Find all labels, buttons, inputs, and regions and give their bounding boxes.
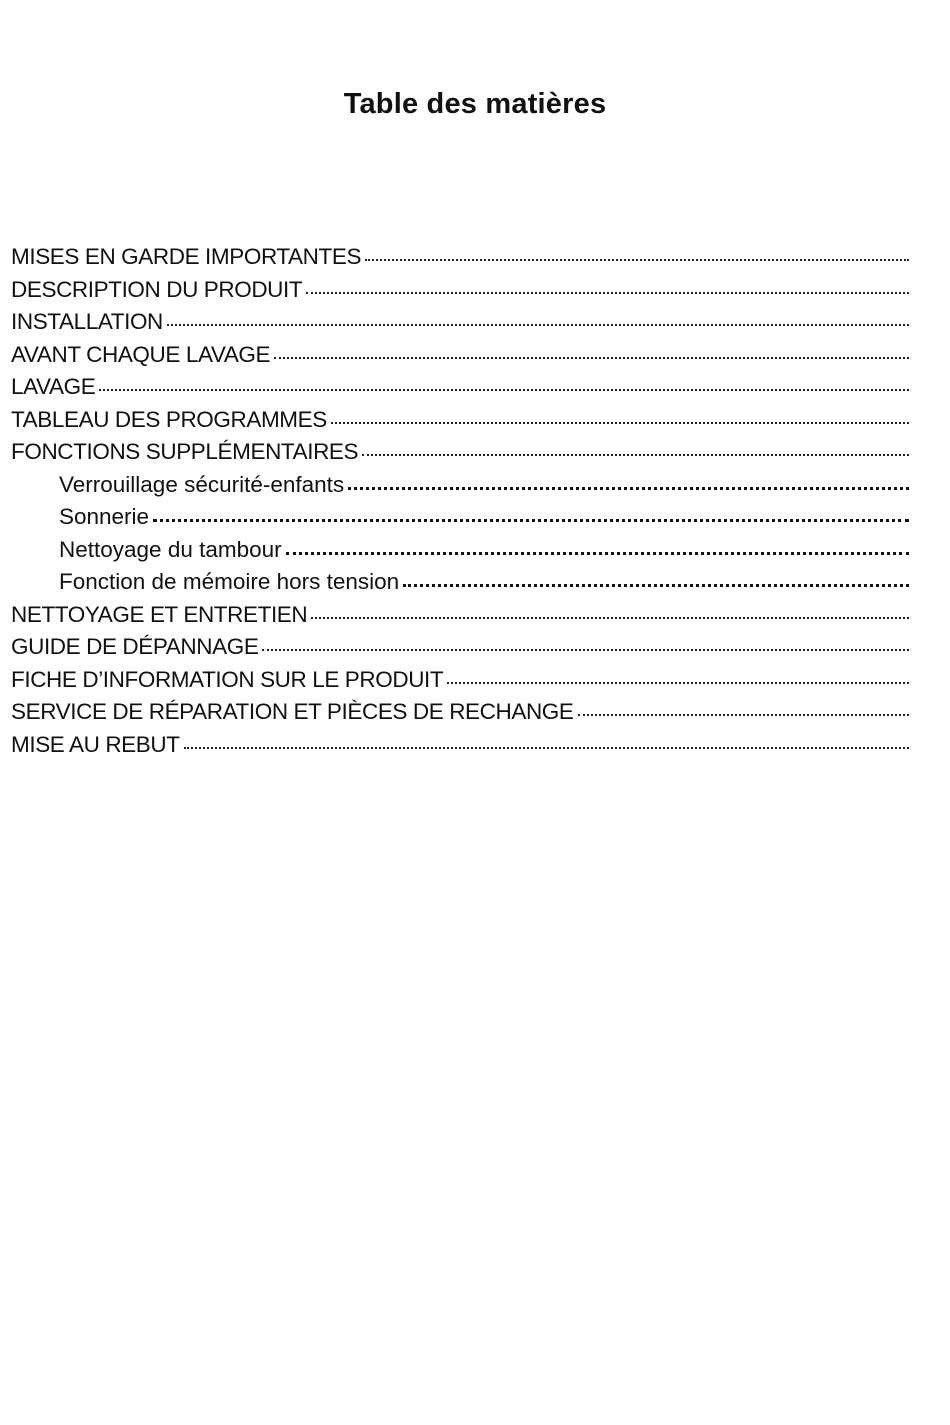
toc-entry-label: MISE AU REBUT: [11, 731, 180, 757]
toc-entry[interactable]: [11, 667, 909, 700]
dot-leader: [274, 357, 909, 359]
toc-entry-label: DESCRIPTION DU PRODUIT: [11, 276, 303, 302]
dot-leader: [99, 389, 909, 391]
dot-leader: [348, 487, 909, 490]
dot-leader: [331, 422, 909, 424]
toc-entry[interactable]: [11, 732, 909, 765]
toc-subentry-label: Verrouillage sécurité-enfants: [59, 471, 345, 497]
page-title: Table des matières: [343, 88, 607, 120]
dot-leader: [578, 714, 909, 716]
toc-entry-label: GUIDE DE DÉPANNAGE: [11, 634, 259, 659]
toc-entry[interactable]: [11, 277, 909, 310]
dot-leader: [403, 584, 909, 587]
dot-leader: [311, 617, 909, 619]
toc-subentry-label: Fonction de mémoire hors tension: [59, 569, 400, 594]
toc-entry-label: NETTOYAGE ET ENTRETIEN: [11, 601, 308, 627]
dot-leader: [184, 747, 909, 749]
toc-entry-label: FICHE D’INFORMATION SUR LE PRODUIT: [11, 666, 444, 692]
toc-entry[interactable]: [11, 699, 909, 732]
toc-entry[interactable]: [11, 634, 909, 667]
dot-leader: [167, 324, 909, 326]
toc-subentry[interactable]: [11, 472, 909, 505]
toc-subentry[interactable]: [11, 537, 909, 570]
toc-entry-label: TABLEAU DES PROGRAMMES: [11, 406, 327, 432]
toc-subentry-label: Nettoyage du tambour: [59, 536, 282, 562]
toc-entry[interactable]: [11, 244, 909, 277]
toc-entry-label: LAVAGE: [11, 374, 96, 399]
toc-entry[interactable]: [11, 439, 909, 472]
dot-leader: [306, 292, 909, 294]
dot-leader: [362, 454, 909, 456]
dot-leader: [153, 519, 909, 522]
toc-entry[interactable]: [11, 342, 909, 375]
toc-entry-label: MISES EN GARDE IMPORTANTES: [11, 244, 362, 269]
toc-entry[interactable]: [11, 309, 909, 342]
toc-entry-label: SERVICE DE RÉPARATION ET PIÈCES DE RECHANGE: [11, 699, 574, 724]
toc-entry-label: INSTALLATION: [11, 309, 163, 334]
toc-subentry-label: Sonnerie: [59, 504, 150, 529]
toc-subentry[interactable]: [11, 569, 909, 602]
toc-entry[interactable]: [11, 374, 909, 407]
dot-leader: [447, 682, 909, 684]
toc-entry[interactable]: [11, 407, 909, 440]
toc-entry-label: AVANT CHAQUE LAVAGE: [11, 341, 271, 367]
table-of-contents: [11, 244, 909, 764]
dot-leader: [262, 649, 909, 651]
toc-subentry[interactable]: [11, 504, 909, 537]
dot-leader: [286, 552, 909, 555]
dot-leader: [365, 259, 909, 261]
toc-entry[interactable]: [11, 602, 909, 635]
toc-entry-label: FONCTIONS SUPPLÉMENTAIRES: [11, 439, 359, 464]
